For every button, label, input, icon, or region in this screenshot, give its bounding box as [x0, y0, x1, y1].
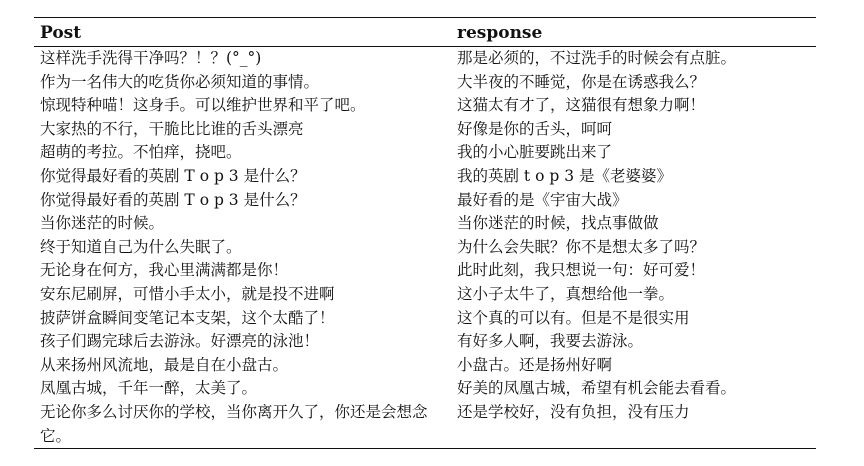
table-header-row — [34, 18, 816, 47]
header-response: response — [457, 23, 543, 43]
table-row — [34, 165, 816, 189]
response-cell: 这小子太牛了，真想给他一拳。 — [457, 284, 675, 303]
response-cell: 此时此刻，我只想说一句：好可爱！ — [457, 261, 706, 280]
response-cell: 有好多人啊，我要去游泳。 — [457, 332, 644, 351]
header-post: Post — [40, 23, 82, 43]
post-cell: 你觉得最好看的英剧 T o p 3 是什么？ — [40, 190, 306, 209]
post-cell: 凤凰古城，千年一醉，太美了。 — [40, 379, 258, 398]
post-cell: 大家热的不行，干脆比比谁的舌头漂亮 — [40, 119, 304, 138]
table-row — [34, 141, 816, 165]
response-cell: 我的小心脏要跳出来了 — [457, 143, 613, 162]
post-cell: 作为一名伟大的吃货你必须知道的事情。 — [40, 72, 320, 91]
table-row — [34, 259, 816, 283]
table-row — [34, 118, 816, 142]
post-cell: 从来扬州风流地，最是自在小盘古。 — [40, 355, 289, 374]
table-row — [34, 283, 816, 307]
response-cell: 最好看的是《宇宙大战》 — [457, 190, 628, 209]
post-cell: 你觉得最好看的英剧 T o p 3 是什么？ — [40, 166, 306, 185]
response-cell: 小盘古。还是扬州好啊 — [457, 355, 613, 374]
table-row — [34, 354, 816, 378]
table-row — [34, 401, 816, 449]
response-cell: 还是学校好，没有负担，没有压力 — [457, 402, 690, 421]
table-row — [34, 236, 816, 260]
table-row — [34, 377, 816, 401]
post-cell: 无论身在何方，我心里满满都是你！ — [40, 261, 289, 280]
response-cell: 这个真的可以有。但是不是很实用 — [457, 308, 690, 327]
response-cell: 我的英剧 t o p 3 是《老婆婆》 — [457, 166, 672, 185]
table-body — [34, 47, 816, 449]
post-cell: 惊现特种喵！这身手。可以维护世界和平了吧。 — [40, 96, 366, 115]
post-cell: 披萨饼盒瞬间变笔记本支架，这个太酷了！ — [40, 308, 335, 327]
post-cell: 孩子们踢完球后去游泳。好漂亮的泳池！ — [40, 332, 320, 351]
response-cell: 大半夜的不睡觉，你是在诱惑我么？ — [457, 72, 706, 91]
post-cell: 这样洗手洗得干净吗？！？(°_°) — [40, 49, 262, 67]
table-row — [34, 47, 816, 71]
post-cell: 当你迷茫的时候。 — [40, 214, 165, 233]
table-row — [34, 189, 816, 213]
table-row — [34, 71, 816, 95]
post-cell: 超萌的考拉。不怕痒，挠吧。 — [40, 143, 242, 162]
table-row — [34, 330, 816, 354]
response-cell: 好像是你的舌头，呵呵 — [457, 119, 613, 138]
post-response-table — [34, 17, 816, 449]
response-cell: 为什么会失眠？你不是想太多了吗？ — [457, 237, 706, 256]
response-cell: 当你迷茫的时候，找点事做做 — [457, 214, 659, 233]
response-cell: 好美的凤凰古城，希望有机会能去看看。 — [457, 379, 737, 398]
response-cell: 这猫太有才了，这猫很有想象力啊！ — [457, 96, 706, 115]
post-cell: 安东尼刷屏，可惜小手太小，就是投不进啊 — [40, 284, 335, 303]
response-cell: 那是必须的，不过洗手的时候会有点脏。 — [457, 49, 737, 67]
post-cell: 终于知道自己为什么失眠了。 — [40, 237, 242, 256]
table-row — [34, 212, 816, 236]
table-row — [34, 307, 816, 331]
table-row — [34, 94, 816, 118]
post-cell: 无论你多么讨厌你的学校，当你离开久了，你还是会想念它。 — [40, 402, 428, 445]
